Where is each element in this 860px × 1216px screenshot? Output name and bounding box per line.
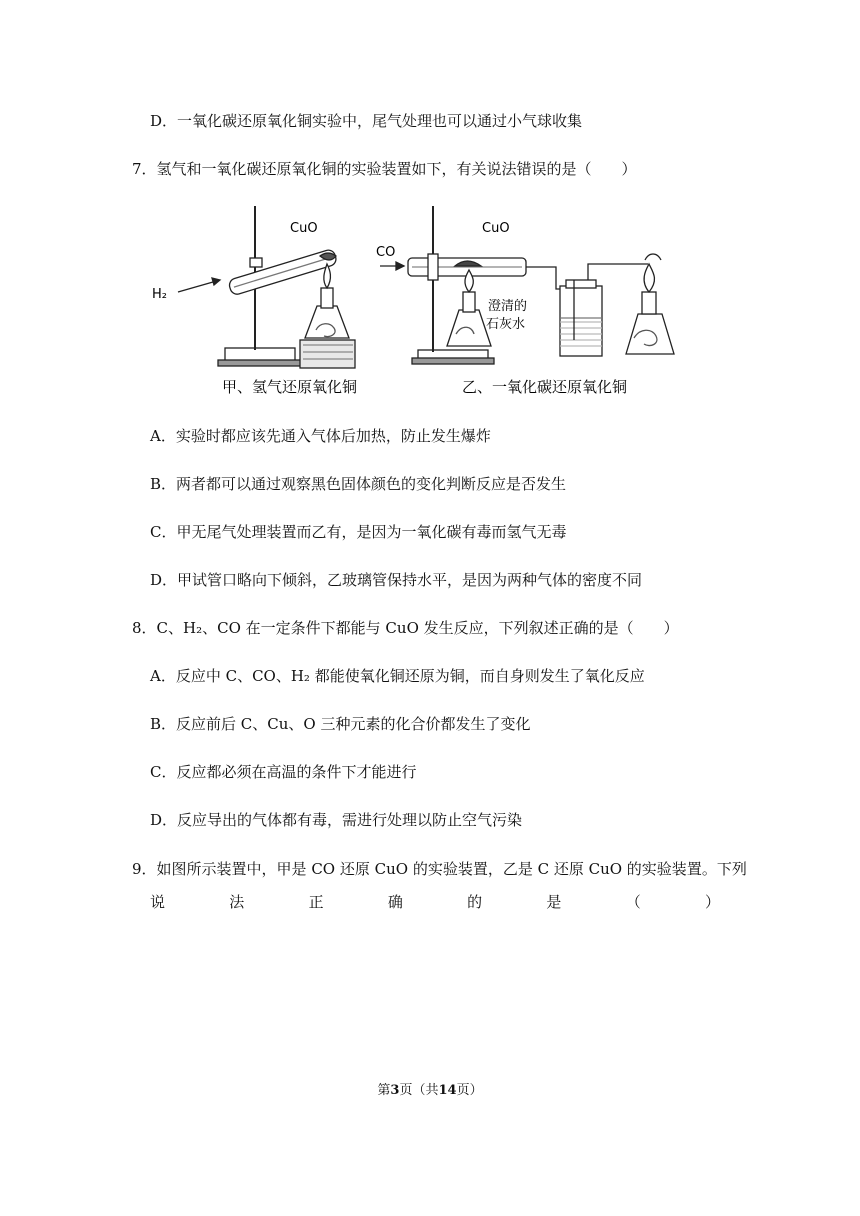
caption-left: 甲、氢气还原氧化铜	[222, 378, 358, 396]
apparatus-figure	[140, 200, 740, 410]
q8-option-d: D．反应导出的气体都有毒，需进行处理以防止空气污染	[150, 811, 523, 829]
q6-option-d: D．一氧化碳还原氧化铜实验中，尾气处理也可以通过小气球收集	[150, 112, 583, 130]
q8-option-a: A．反应中 C、CO、H₂ 都能使氧化铜还原为铜，而自身则发生了氧化反应	[150, 667, 645, 685]
q7-option-d: D．甲试管口略向下倾斜，乙玻璃管保持水平，是因为两种气体的密度不同	[150, 571, 643, 589]
q9-char: 法	[229, 893, 245, 911]
apparatus-right	[380, 206, 674, 364]
label-cuo-right: CuO	[482, 221, 510, 236]
footer-prefix: 第	[377, 1083, 391, 1098]
q7-stem: 7．氢气和一氧化碳还原氧化铜的实验装置如下，有关说法错误的是（ ）	[132, 160, 637, 178]
label-cuo-left: CuO	[290, 221, 318, 236]
footer-page-number: 3	[390, 1083, 400, 1098]
q8-stem: 8．C、H₂、CO 在一定条件下都能与 CuO 发生反应，下列叙述正确的是（ ）	[132, 619, 679, 637]
q9-stem-line1: 9．如图所示装置中，甲是 CO 还原 CuO 的实验装置，乙是 C 还原 CuO 的实验装置。下列	[132, 860, 747, 878]
page-footer	[0, 1079, 860, 1098]
label-limewater-1: 澄清的	[488, 299, 528, 314]
q8-option-c: C．反应都必须在高温的条件下才能进行	[150, 763, 417, 781]
apparatus-left	[178, 206, 355, 368]
label-limewater-2: 石灰水	[486, 317, 526, 332]
q9-char: 说	[150, 893, 166, 911]
label-h2: H₂	[152, 287, 167, 302]
q9-char: 正	[308, 893, 324, 911]
footer-suffix: 页）	[456, 1083, 483, 1098]
caption-right: 乙、一氧化碳还原氧化铜	[462, 378, 628, 396]
q7-option-c: C．甲无尾气处理装置而乙有，是因为一氧化碳有毒而氢气无毒	[150, 523, 567, 541]
q9-char: （	[625, 893, 641, 911]
q9-char: 是	[546, 893, 562, 911]
q9-char: 确	[387, 893, 403, 911]
footer-middle: 页（共	[399, 1083, 439, 1098]
q9-stem-line2	[150, 892, 720, 912]
footer-total-pages: 14	[438, 1083, 457, 1098]
q9-char: 的	[467, 893, 483, 911]
q8-option-b: B．反应前后 C、Cu、O 三种元素的化合价都发生了变化	[150, 715, 531, 733]
q7-option-b: B．两者都可以通过观察黑色固体颜色的变化判断反应是否发生	[150, 475, 567, 493]
q9-char: ）	[704, 893, 720, 911]
label-co: CO	[376, 245, 396, 260]
q7-option-a: A．实验时都应该先通入气体后加热，防止发生爆炸	[150, 427, 491, 445]
